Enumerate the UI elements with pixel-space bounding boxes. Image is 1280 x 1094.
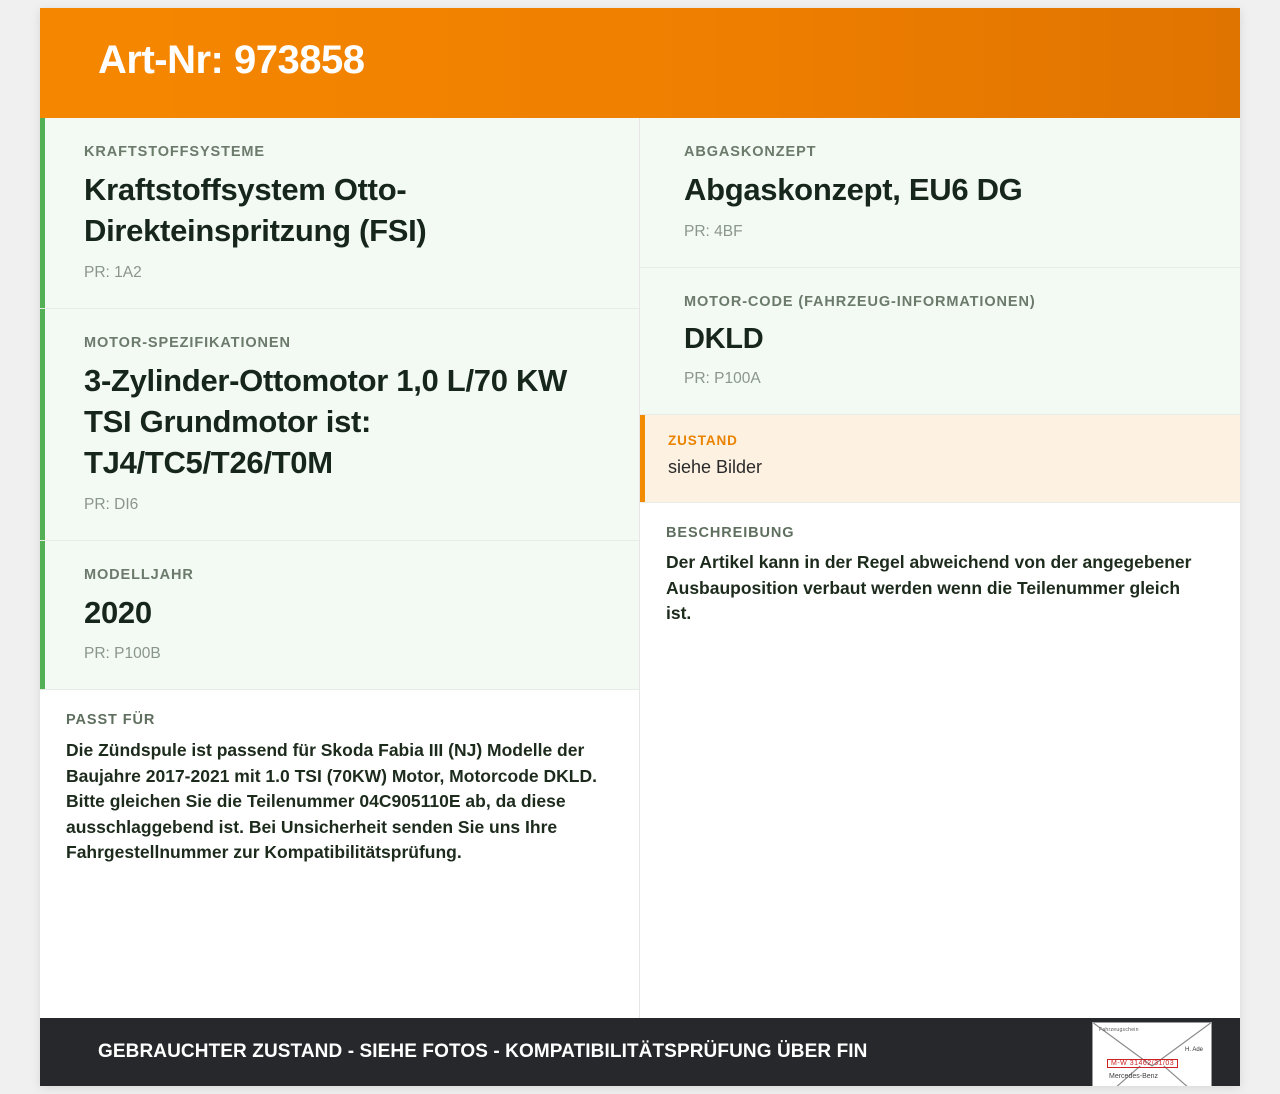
content-body [40, 118, 1240, 1018]
spec-block-model-year [40, 541, 639, 691]
stamp-plate-text: M-W 31462/31/03 [1107, 1059, 1178, 1068]
stamp-right-text: H. Ade [1184, 1047, 1203, 1053]
condition-label: ZUSTAND [668, 433, 738, 449]
spec-label-motor-code: MOTOR-CODE (FAHRZEUG-INFORMATIONEN) [684, 293, 1036, 310]
spec-block-motor-code [640, 268, 1240, 415]
footer-text: GEBRAUCHTER ZUSTAND - SIEHE FOTOS - KOMPATIBILITÄTSPRÜFUNG ÜBER FIN [98, 1041, 868, 1062]
spec-value-model-year: 2020 [84, 594, 152, 630]
spec-label-engine: MOTOR-SPEZIFIKATIONEN [84, 334, 291, 351]
header-bar [40, 8, 1240, 118]
description-block [640, 503, 1240, 1018]
condition-block [640, 415, 1240, 503]
page-title: Art-Nr: 973858 [98, 37, 365, 82]
fits-for-label: PASST FÜR [66, 712, 156, 729]
description-label: BESCHREIBUNG [666, 525, 795, 542]
listing-sheet [40, 8, 1240, 1086]
stamp-top-text: Fahrzeugschein [1099, 1027, 1139, 1033]
spec-pr-fuel-system: PR: 1A2 [84, 263, 142, 281]
vehicle-document-stamp-icon [1092, 1022, 1212, 1086]
condition-value: siehe Bilder [668, 457, 763, 478]
footer-bar [40, 1018, 1240, 1086]
stamp-brand-text: Mercedes-Benz [1109, 1073, 1159, 1080]
spec-pr-motor-code: PR: P100A [684, 370, 761, 388]
right-column [640, 118, 1240, 1018]
spec-pr-model-year: PR: P100B [84, 645, 161, 663]
spec-block-engine [40, 309, 639, 541]
spec-label-emission: ABGASKONZEPT [684, 144, 817, 160]
spec-value-motor-code: DKLD [684, 322, 764, 355]
spec-value-engine: 3-Zylinder-Ottomotor 1,0 L/70 KW TSI Grundmotor ist: TJ4/TC5/T26/T0M [84, 362, 567, 480]
description-text: Der Artikel kann in der Regel abweichend von der angegebener Ausbauposition verbaut werden wenn die Teilenummer gleich ist. [666, 552, 1192, 624]
spec-label-fuel-system: KRAFTSTOFFSYSTEME [84, 144, 265, 160]
spec-block-fuel-system [40, 118, 639, 309]
fits-for-text: Die Zündspule ist passend für Skoda Fabia III (NJ) Modelle der Baujahre 2017-2021 mit 1.0 TSI (70KW) Motor, Motorcode DKLD. Bitte gleichen Sie die Teilenummer 04C905110E ab, da diese ausschlaggebend ist. Bei Unsicherheit senden Sie uns Ihre Fahrgestellnummer zur Kompatibilitätsprüfung. [66, 740, 597, 862]
spec-pr-emission: PR: 4BF [684, 222, 743, 240]
left-column [40, 118, 640, 1018]
spec-pr-engine: PR: DI6 [84, 495, 139, 513]
fits-for-block [40, 690, 639, 1018]
spec-block-emission [640, 118, 1240, 268]
spec-value-emission: Abgaskonzept, EU6 DG [684, 172, 1023, 207]
spec-label-model-year: MODELLJAHR [84, 566, 194, 583]
spec-value-fuel-system: Kraftstoffsystem Otto-Direkteinspritzung (FSI) [84, 172, 427, 248]
